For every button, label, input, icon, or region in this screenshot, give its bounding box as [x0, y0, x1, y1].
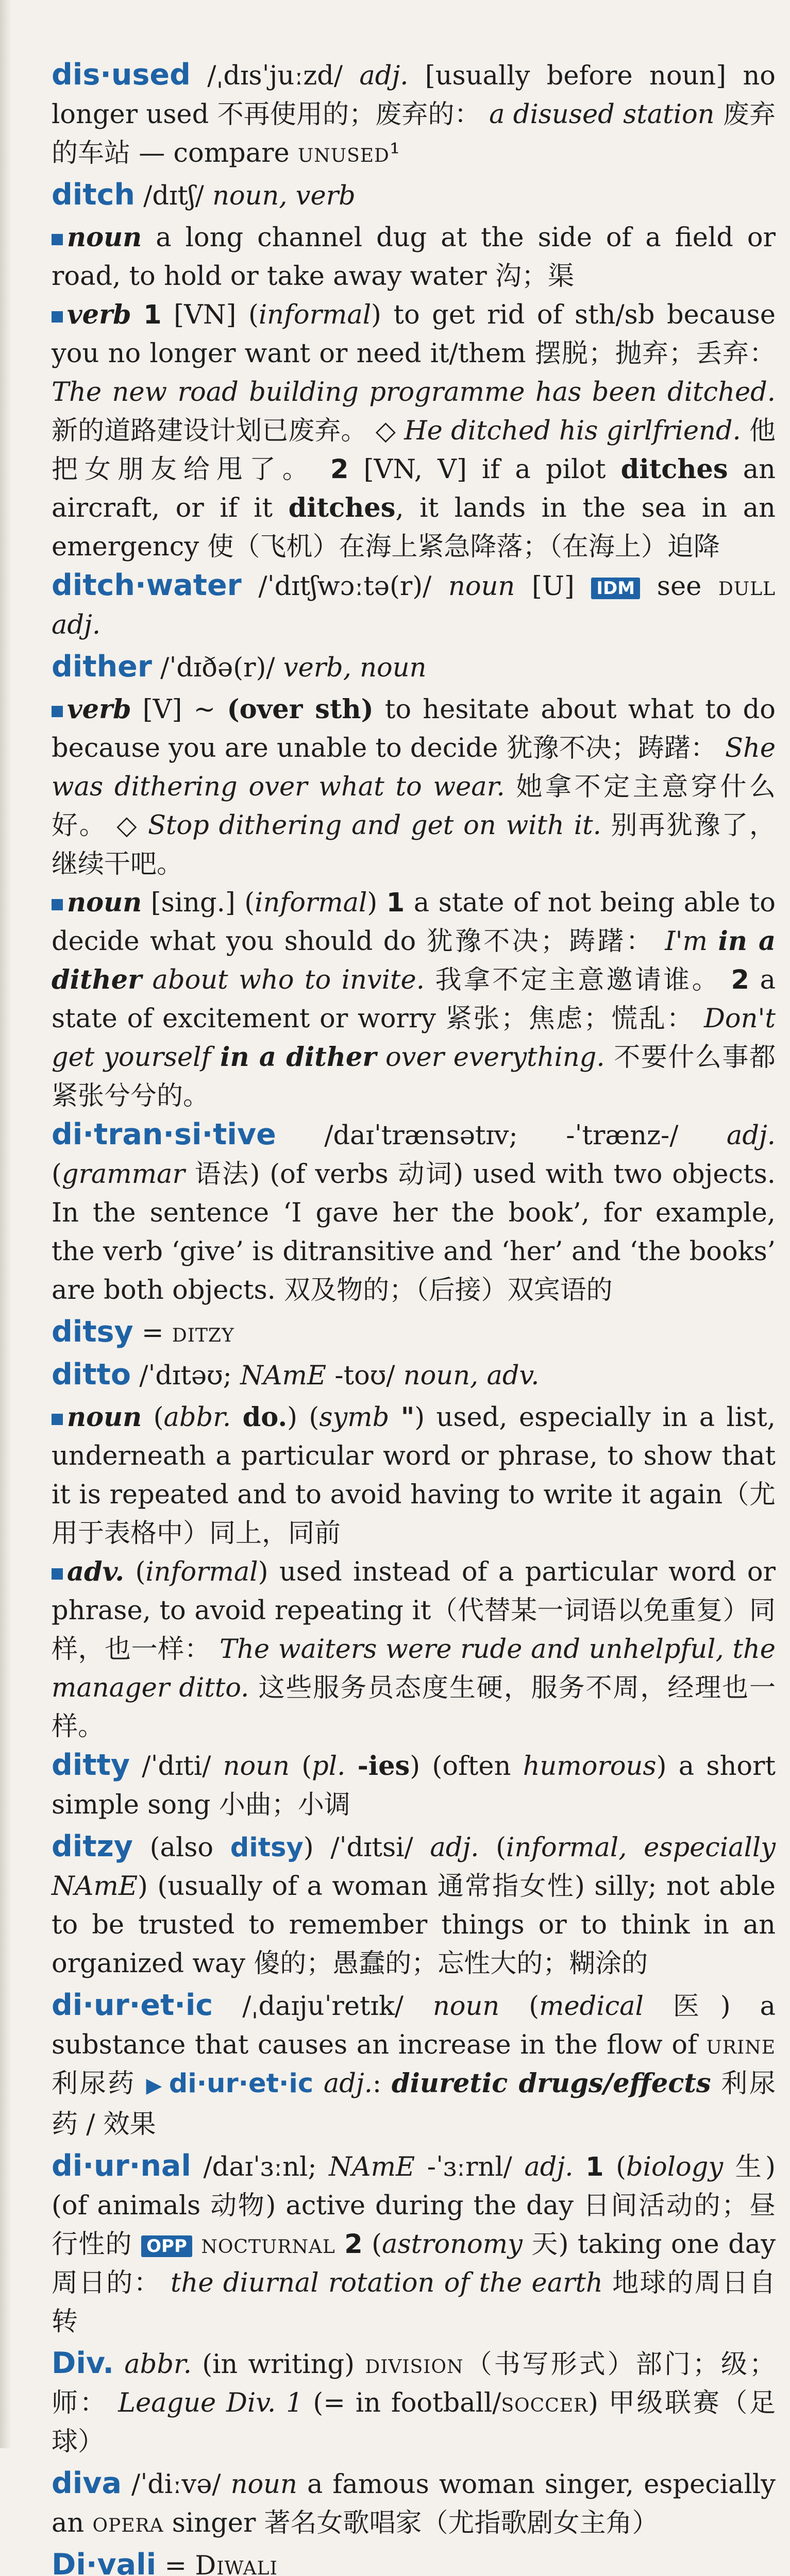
entry-diuretic [52, 1986, 776, 2144]
entry-body: /daɪˈɜːnl; NAmE -ˈɜːrnl/ adj. 1 (biology 生) (of animals 动物) active during the day 日间活动的；昼行性的 OPP nocturnal 2 (astronomy 天) taking one day 周日的： the diurnal rotation of the earth 地球的周日自转 [52, 2152, 776, 2337]
headword: dither [52, 650, 152, 684]
entry-body: /ˌdaɪjuˈretɪk/ noun (medical 医) a substance that causes an increase in the flow of urine 利尿药 ▶ di·ur·et·ic adj.: diuretic drugs/effects 利尿药 / 效果 [52, 1991, 776, 2140]
sense-marker-icon [52, 706, 63, 717]
headword: ditsy [52, 1315, 133, 1349]
sense-noun [52, 1398, 776, 1553]
entry-body: /ˈdɪtəʊ; NAmE -toʊ/ noun, adv. [131, 1361, 540, 1391]
sense-marker-icon [52, 1414, 63, 1425]
sense-text: verb 1 [VN] (informal) to get rid of sth/sb because you no longer want or need it/them 摆脱；抛弃；丢弃： The new road building programme has been ditched. 新的道路建设计划已废弃。 ◇ He ditched his girlfriend. 他把女朋友给甩了。 2 [VN, V] if a pilot ditches an aircraft, or if it ditches, it lands in the sea in an emergency 使（飞机）在海上紧急降落；（在海上）迫降 [52, 299, 776, 562]
entry-body: /ˈdɪtʃwɔːtə(r)/ noun [U] IDM see dull adj. [52, 571, 776, 640]
entry-body: /ˌdɪsˈjuːzd/ adj. [usually before noun] no longer used 不再使用的；废弃的： a disused station 废弃的车站 — compare unused¹ [52, 61, 776, 168]
entry-ditchwater [52, 566, 776, 645]
headword: dis·used [52, 58, 191, 92]
headword: ditto [52, 1358, 131, 1392]
sense-text: noun (abbr. do.) (symb ") used, especially in a list, underneath a particular word or phrase, to show that it is repeated and to avoid having to write it again（尤用于表格中）同上，同前 [52, 1402, 776, 1549]
entry-diurnal [52, 2147, 776, 2341]
sense-verb [52, 296, 776, 566]
entry-body: /daɪˈtrænsətɪv; -ˈtrænz-/ adj. (grammar 语法) (of verbs 动词) used with two objects. In the sentence ‘I gave her the book’, for example, the verb ‘give’ is ditransitive and ‘her’ and ‘the books’ are both objects. 双及物的；（后接）双宾语的 [52, 1121, 776, 1306]
entry-diva [52, 2464, 776, 2543]
entry-ditsy [52, 1313, 776, 1352]
sense-text: noun [sing.] (informal) 1 a state of not being able to decide what you should do 犹豫不决；踌躇： I'm in a dither about who to invite. 我拿不定主意邀请谁。 2 a state of excitement or worry 紧张；焦虑；慌乱： Don't get yourself in a dither over everything. 不要什么事都紧张兮兮的。 [52, 887, 776, 1111]
entry-body: = Diwali [156, 2551, 278, 2576]
entry-body: abbr. (in writing) division（书写形式）部门；级；师： League Div. 1 (= in football/soccer) 甲级联赛（足球） [52, 2349, 776, 2457]
sense-marker-icon [52, 234, 63, 245]
headword: ditch·water [52, 568, 242, 602]
sense-marker-icon [52, 1568, 63, 1580]
sense-marker-icon [52, 899, 63, 910]
headword: di·tran·si·tive [52, 1117, 276, 1151]
sense-noun [52, 884, 776, 1115]
entry-body: /dɪtʃ/ noun, verb [135, 181, 356, 211]
sense-marker-icon [52, 311, 63, 323]
entry-divali [52, 2546, 776, 2576]
headword: di·ur·nal [52, 2149, 191, 2183]
entry-body: (also ditsy) /ˈdɪtsi/ adj. (informal, especially NAmE) (usually of a woman 通常指女性) silly; not able to be trusted to remember things or to think in an organized way 傻的；愚蠢的；忘性大的；糊涂的 [52, 1833, 776, 1979]
entry-dither [52, 648, 776, 687]
sense-noun [52, 218, 776, 296]
sense-adv [52, 1553, 776, 1746]
dictionary-column [52, 56, 776, 2576]
entry-ditransitive [52, 1115, 776, 1310]
sense-text: adv. (informal) used instead of a particular word or phrase, to avoid repeating it（代替某一词语以免重复）同样，也一样： The waiters were rude and unhelpful, the manager ditto. 这些服务员态度生硬，服务不周，经理也一样。 [52, 1556, 776, 1742]
entry-disused [52, 56, 776, 173]
entry-ditzy [52, 1827, 776, 1983]
entry-ditto [52, 1355, 776, 1395]
entry-body: /ˈdiːvə/ noun a famous woman singer, especially an opera singer 著名女歌唱家（尤指歌剧女主角） [52, 2469, 776, 2538]
sense-text: verb [V] ~ (over sth) to hesitate about what to do because you are unable to decide 犹豫不决；踌躇： She was dithering over what to wear. 她拿不定主意穿什么好。 ◇ Stop dithering and get on with it. 别再犹豫了，继续干吧。 [52, 694, 776, 879]
sense-verb [52, 690, 776, 884]
headword: Div. [52, 2346, 114, 2380]
sense-text: noun a long channel dug at the side of a field or road, to hold or take away water 沟；渠 [52, 222, 776, 292]
entry-ditch [52, 176, 776, 215]
entry-div [52, 2344, 776, 2461]
page-edge [0, 0, 11, 2448]
headword: ditzy [52, 1829, 133, 1863]
entry-body: = ditzy [133, 1318, 234, 1348]
entry-body: /ˈdɪðə(r)/ verb, noun [152, 653, 427, 683]
headword: ditch [52, 178, 135, 212]
entry-body: /ˈdɪti/ noun (pl. -ies) (often humorous) a short simple song 小曲；小调 [52, 1751, 776, 1820]
headword: Di·vali [52, 2548, 157, 2576]
headword: ditty [52, 1748, 130, 1782]
headword: diva [52, 2466, 122, 2500]
entry-ditty [52, 1746, 776, 1824]
headword: di·ur·et·ic [52, 1988, 213, 2022]
